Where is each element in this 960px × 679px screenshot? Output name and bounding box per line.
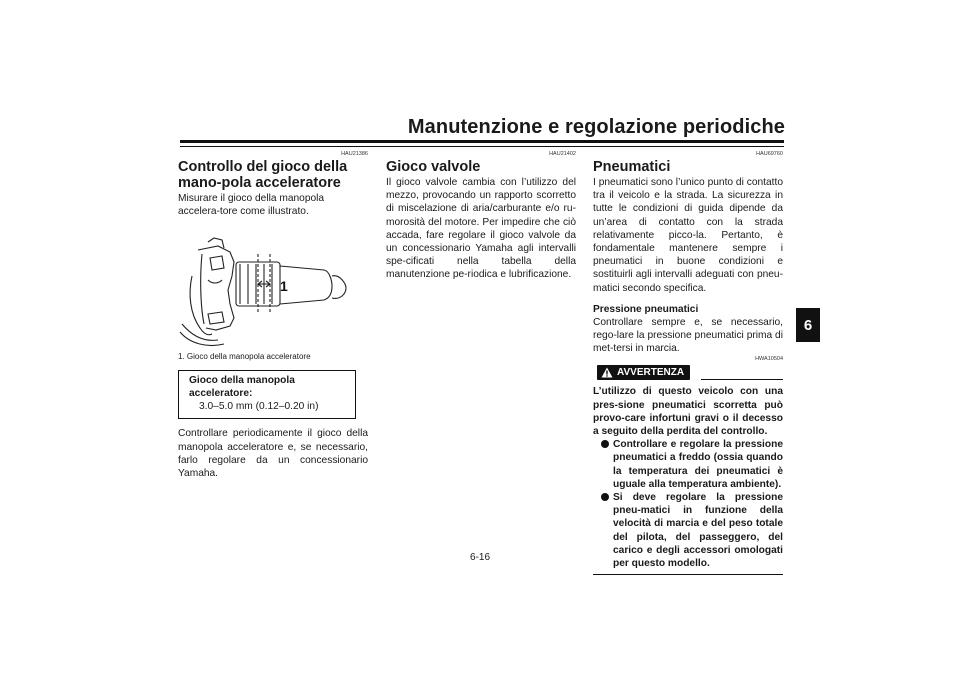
section-intro: Misurare il gioco della manopola accelera-tore come illustrato.	[178, 193, 325, 218]
section-body: Il gioco valvole cambia con l’utilizzo del mezzo, provocando un rapporto scorretto di miscelazione di aria/carburante e/o ru-morosità del motore. Per impedire che ciò accada, fare regolare il gioco valvole da un concessionario Yamaha agli intervalli spe-cificati nella tabella della manutenzione pe-riodica e lubrificazione.	[386, 177, 576, 281]
figure-callout-label: 1	[280, 278, 288, 295]
throttle-grip-figure	[178, 224, 368, 348]
warning-label: AVVERTENZA	[617, 367, 685, 379]
subsection-heading: Pressione pneumatici	[593, 303, 699, 315]
column-tyres	[593, 150, 783, 575]
warning-header	[593, 365, 783, 381]
section-body: I pneumatici sono l’unico punto di contatto tra il veicolo e la strada. La sicurezza in tutte le condizioni di guida dipende da un’area di contatto con la strada relativamente picco-la. Pertanto, è fondamentale mantenere sempre i pneumatici in buone condizioni e sostituirli agli intervalli adeguati con pneu-matici secondo specifica.	[593, 177, 783, 294]
bullet-text: Controllare e regolare la pressione pneumatici a freddo (ossia quando la temperatura dei pneumatici è uguale alla temperatura ambiente).	[613, 439, 783, 490]
warning-rule	[701, 379, 783, 380]
list-item	[593, 438, 783, 491]
section-code: HAU69760	[756, 151, 783, 157]
section-body: Controllare periodicamente il gioco della manopola acceleratore e, se necessario, farlo regolare da un concessionario Yamaha.	[178, 428, 368, 480]
chapter-tab: 6	[796, 308, 820, 342]
section-heading: Controllo del gioco della mano-pola acceleratore	[178, 159, 348, 191]
warning-text: L’utilizzo di questo veicolo con una pres-sione pneumatici scorretta può provo-care infortuni gravi o il decesso a seguito della perdita del controllo.	[593, 386, 783, 438]
bullet-icon	[601, 440, 609, 448]
warning-triangle-icon	[601, 367, 613, 378]
warning-badge	[597, 365, 690, 380]
spec-title: Gioco della manopola acceleratore:	[189, 375, 295, 400]
warning-bullet-list	[593, 438, 783, 570]
warning-end-rule	[593, 574, 783, 575]
section-heading: Gioco valvole	[386, 159, 481, 175]
bullet-text: Si deve regolare la pressione pneu-matici in funzione della velocità di marcia e del peso totale del pilota, del passeggero, del carico e degli accessori omologati per questo modello.	[613, 492, 783, 570]
page-number: 6-16	[469, 552, 490, 563]
subsection-body: Controllare sempre e, se necessario, rego-lare la pressione pneumatici prima di met-tersi in marcia.	[593, 316, 783, 355]
figure-caption: 1. Gioco della manopola acceleratore	[178, 352, 311, 362]
column-throttle	[178, 150, 368, 480]
throttle-grip-illustration	[178, 224, 368, 348]
spec-box	[178, 370, 356, 419]
spec-value: 3.0–5.0 mm (0.12–0.20 in)	[199, 401, 319, 413]
column-valves	[386, 150, 576, 282]
section-heading: Pneumatici	[593, 159, 671, 175]
header-rule-thick	[180, 140, 784, 143]
header-rule-thin	[180, 146, 784, 147]
section-code: HAU21386	[341, 151, 368, 157]
section-code: HAU21402	[549, 151, 576, 157]
bullet-icon	[601, 493, 609, 501]
warning-code: HWA10504	[755, 356, 783, 363]
page-header-title: Manutenzione e regolazione periodiche	[407, 116, 785, 138]
